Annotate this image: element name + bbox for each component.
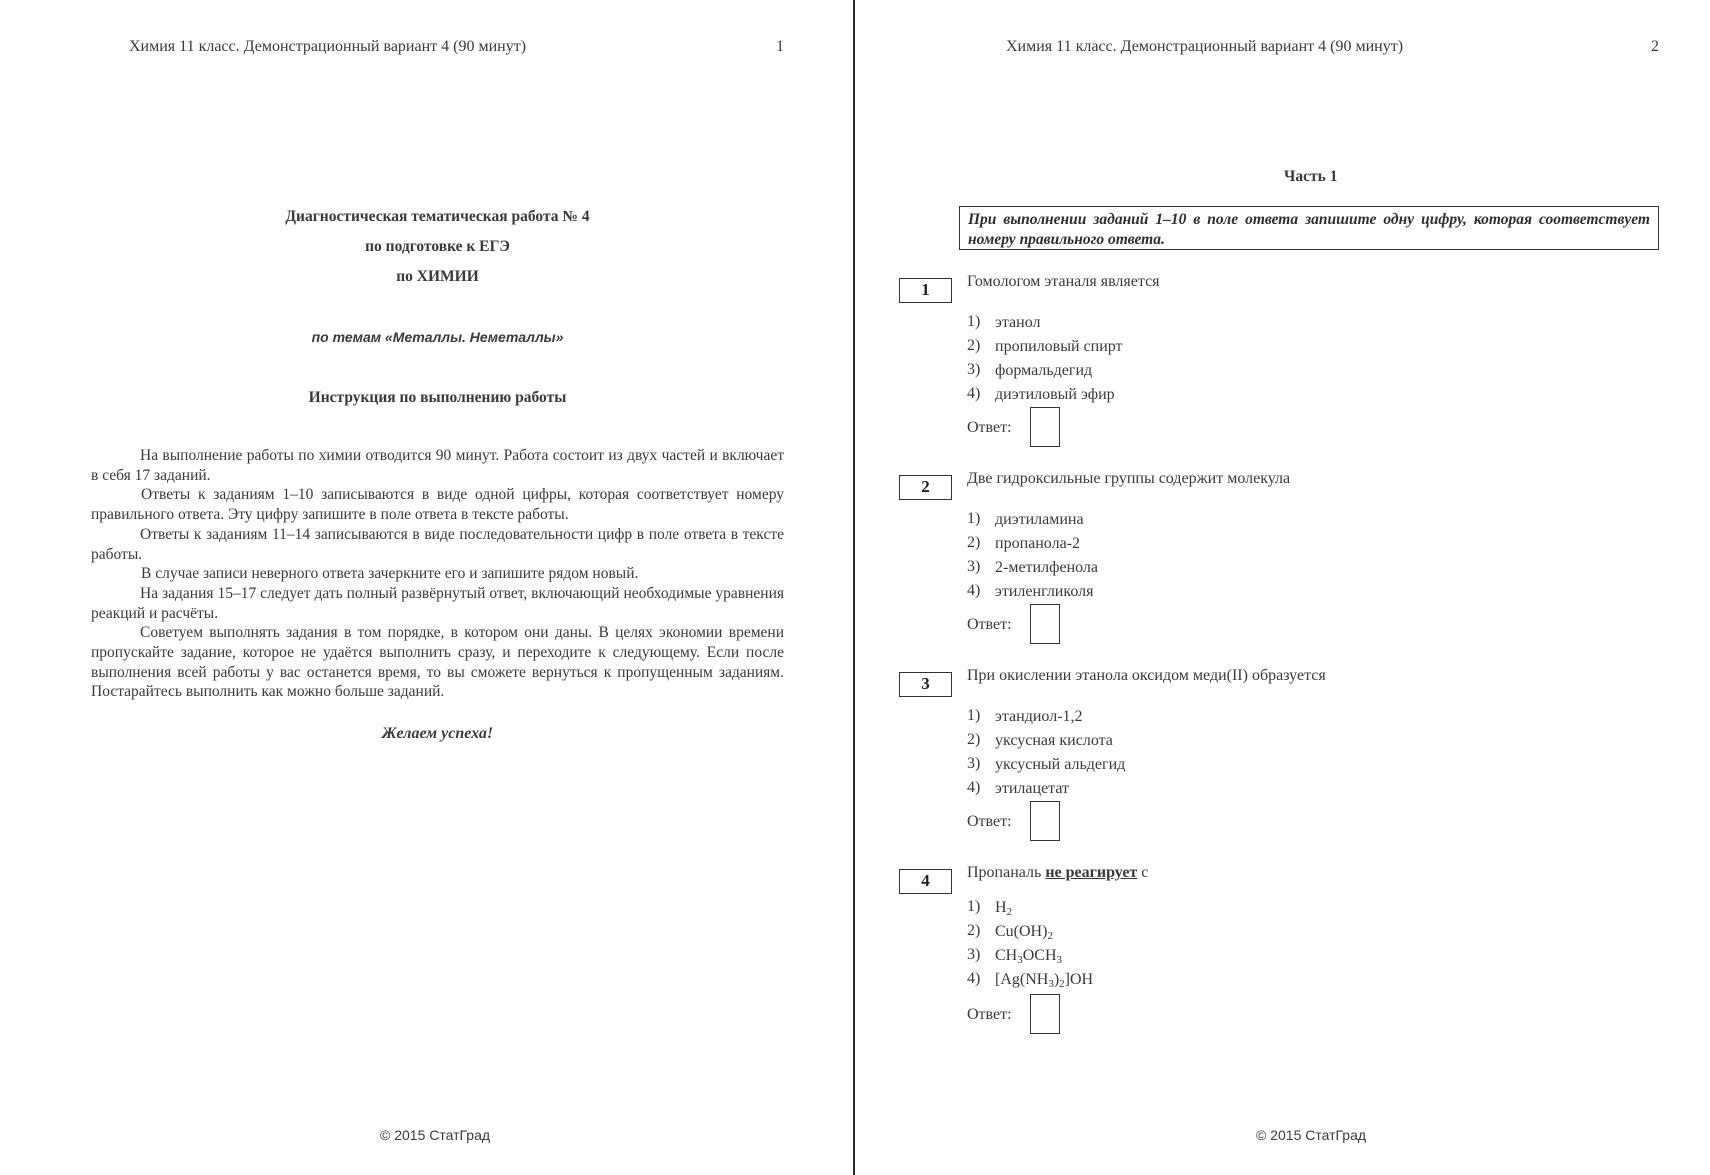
option-text: пропанола-2: [995, 535, 1080, 552]
instructions-heading: Инструкция по выполнению работы: [308, 389, 567, 406]
task-question: Гомологом этаналя является: [967, 273, 1160, 290]
formula-subscript: 3: [1056, 954, 1063, 966]
formula-subscript: 2: [1059, 978, 1065, 990]
closing-wish: Желаем успеха!: [381, 725, 494, 742]
page-header-title: Химия 11 класс. Демонстрационный вариант 4 (90 минут): [1006, 38, 1404, 55]
option-number: 2): [967, 534, 981, 551]
option-number: 3): [967, 946, 981, 963]
answer-input-box[interactable]: [1030, 604, 1060, 644]
page-divider: [853, 0, 855, 1175]
option-text: этиленгликоля: [995, 583, 1094, 600]
option-formula: [995, 947, 1062, 965]
instruction-paragraph: На выполнение работы по химии отводится 90 минут. Работа состоит из двух частей и включает в себя 17 заданий.: [91, 447, 784, 484]
title-line-1: Диагностическая тематическая работа № 4: [285, 208, 590, 225]
instructions-body: [91, 446, 784, 702]
formula-subscript: 2: [1047, 930, 1053, 942]
task-question: Две гидроксильные группы содержит молекула: [967, 470, 1291, 487]
page-header-title: Химия 11 класс. Демонстрационный вариант 4 (90 минут): [129, 38, 527, 55]
formula-part: Cu(OH): [995, 923, 1048, 940]
formula-part: ): [1053, 971, 1060, 988]
instruction-paragraph: В случае записи неверного ответа зачеркните его и запишите рядом новый.: [141, 565, 639, 583]
option-number: 2): [967, 922, 981, 939]
page-number: 2: [1651, 38, 1659, 55]
formula-subscript: 3: [1048, 978, 1054, 990]
option-number: 4): [967, 385, 981, 402]
option-number: 1): [967, 510, 981, 527]
option-formula: [995, 899, 1012, 917]
subtitle: по темам «Металлы. Неметаллы»: [311, 329, 564, 345]
title-line-2: по подготовке к ЕГЭ: [365, 238, 510, 255]
option-number: 4): [967, 779, 981, 796]
task-number-box: 4: [899, 869, 952, 894]
option-number: 3): [967, 558, 981, 575]
option-text: диэтиламина: [995, 511, 1084, 528]
option-text: этанол: [995, 314, 1041, 331]
task-number-box: 1: [899, 278, 952, 303]
task-question: При окислении этанола оксидом меди(II) образуется: [967, 667, 1326, 684]
option-text: уксусная кислота: [995, 732, 1113, 749]
option-number: 4): [967, 970, 981, 987]
option-number: 3): [967, 361, 981, 378]
option-number: 2): [967, 731, 981, 748]
page-number: 1: [776, 38, 784, 55]
part-title: Часть 1: [1284, 168, 1338, 185]
formula-subscript: 2: [1006, 906, 1013, 918]
instruction-paragraph: На задания 15–17 следует дать полный развёрнутый ответ, включающий необходимые уравнения реакций и расчёты.: [91, 584, 784, 622]
page-footer: © 2015 СтатГрад: [1256, 1127, 1367, 1143]
question-text: с: [1141, 864, 1149, 881]
instruction-note-box: При выполнении заданий 1–10 в поле ответа запишите одну цифру, которая соответствует номеру правильного ответа.: [959, 206, 1659, 250]
answer-input-box[interactable]: [1030, 994, 1060, 1034]
answer-label: Ответ:: [967, 813, 1012, 830]
option-text: пропиловый спирт: [995, 338, 1123, 355]
option-formula: [995, 971, 1093, 989]
option-number: 1): [967, 313, 981, 330]
instruction-paragraph: Ответы к заданиям 11–14 записываются в виде последовательности цифр в поле ответа в тексте работы.: [91, 525, 784, 563]
task-number-box: 2: [899, 475, 952, 500]
formula-part: [Ag(NH: [995, 971, 1049, 988]
question-emphasis: не реагирует: [1045, 864, 1138, 881]
answer-input-box[interactable]: [1030, 801, 1060, 841]
answer-label: Ответ:: [967, 419, 1012, 436]
task-number-box: 3: [899, 672, 952, 697]
option-formula: [995, 923, 1053, 941]
formula-part: ]OH: [1064, 971, 1094, 988]
question-text: Пропаналь: [967, 864, 1042, 881]
formula-part: H: [995, 899, 1007, 916]
formula-part: CH: [995, 947, 1018, 964]
instruction-paragraph: Советуем выполнять задания в том порядке, в котором они даны. В целях экономии времени пропускайте задание, которое не удаётся выполнить сразу, и переходите к следующему. Если после выполнения всей работы у вас останется время, то вы сможете вернуться к пропущенным заданиям. Постарайтесь выполнить как можно больше заданий.: [91, 624, 784, 701]
title-line-3: по ХИМИИ: [396, 268, 479, 285]
option-text: формальдегид: [995, 362, 1093, 379]
option-number: 2): [967, 337, 981, 354]
option-number: 3): [967, 755, 981, 772]
left-page: [0, 0, 853, 1175]
option-number: 4): [967, 582, 981, 599]
page-footer: © 2015 СтатГрад: [380, 1127, 491, 1143]
option-text: этандиол-1,2: [995, 708, 1083, 725]
answer-label: Ответ:: [967, 616, 1012, 633]
option-text: этилацетат: [995, 780, 1070, 797]
instruction-paragraph: Ответы к заданиям 1–10 записываются в виде одной цифры, которая соответствует номеру правильного ответа. Эту цифру запишите в поле ответа в тексте работы.: [91, 486, 784, 524]
option-number: 1): [967, 898, 981, 915]
option-text: 2-метилфенола: [995, 559, 1098, 576]
formula-subscript: 3: [1017, 954, 1023, 966]
option-number: 1): [967, 707, 981, 724]
formula-part: OCH: [1022, 947, 1057, 964]
task-question: [967, 864, 1148, 882]
answer-input-box[interactable]: [1030, 407, 1060, 447]
option-text: уксусный альдегид: [995, 756, 1126, 773]
answer-label: Ответ:: [967, 1006, 1012, 1023]
option-text: диэтиловый эфир: [995, 386, 1115, 403]
